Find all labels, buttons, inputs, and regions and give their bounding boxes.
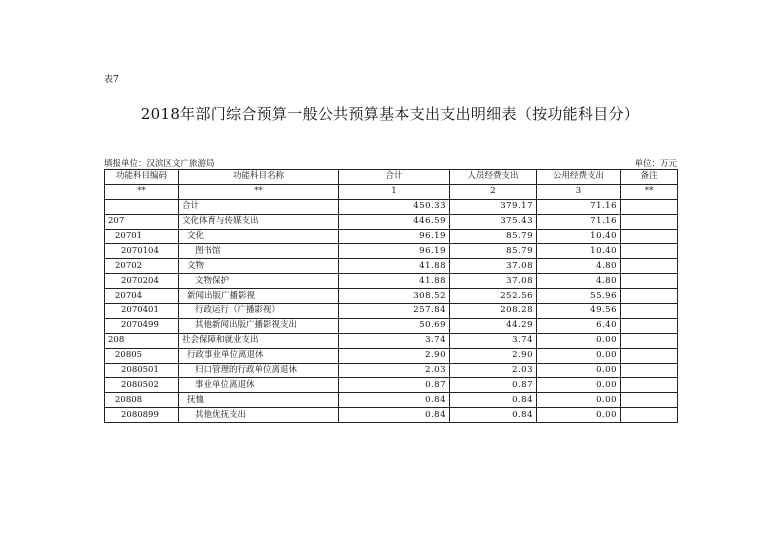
row-total-cell: 308.52 xyxy=(339,289,450,304)
row-total-cell: 2.90 xyxy=(339,348,450,363)
row-personnel-cell: 2.90 xyxy=(450,348,537,363)
row-personnel-cell: 2.03 xyxy=(450,363,537,378)
row-total-cell: 3.74 xyxy=(339,333,450,348)
row-note-cell xyxy=(621,304,678,319)
row-public-cell: 4.80 xyxy=(537,274,621,289)
row-name-cell: 行政事业单位离退休 xyxy=(179,348,339,363)
table-body xyxy=(105,199,678,422)
row-total-cell: 96.19 xyxy=(339,229,450,244)
row-total-cell: 446.59 xyxy=(339,214,450,229)
index-cell-note: ** xyxy=(621,184,678,199)
row-total-cell: 450.33 xyxy=(339,199,450,214)
row-personnel-cell: 379.17 xyxy=(450,199,537,214)
row-public-cell: 0.00 xyxy=(537,333,621,348)
row-code-cell: 2080899 xyxy=(105,408,179,423)
index-cell-total: 1 xyxy=(339,184,450,199)
row-code-cell: 2080502 xyxy=(105,378,179,393)
row-note-cell xyxy=(621,393,678,408)
row-note-cell xyxy=(621,333,678,348)
index-cell-name: ** xyxy=(179,184,339,199)
table-row xyxy=(105,229,678,244)
row-code-cell: 20704 xyxy=(105,289,179,304)
row-personnel-cell: 252.56 xyxy=(450,289,537,304)
filing-unit: 填报单位：汉滨区文广旅游局 xyxy=(104,159,215,169)
col-header-total: 合计 xyxy=(339,170,450,185)
col-header-code: 功能科目编码 xyxy=(105,170,179,185)
row-personnel-cell: 3.74 xyxy=(450,333,537,348)
row-name-cell: 事业单位离退休 xyxy=(179,378,339,393)
col-header-name: 功能科目名称 xyxy=(179,170,339,185)
row-name-cell: 其他新闻出版广播影视支出 xyxy=(179,318,339,333)
row-public-cell: 0.00 xyxy=(537,348,621,363)
row-note-cell xyxy=(621,274,678,289)
row-note-cell xyxy=(621,289,678,304)
table-row xyxy=(105,318,678,333)
index-cell-code: ** xyxy=(105,184,179,199)
table-row xyxy=(105,259,678,274)
table-index-row xyxy=(105,184,678,199)
row-code-cell: 208 xyxy=(105,333,179,348)
row-note-cell xyxy=(621,214,678,229)
row-public-cell: 71.16 xyxy=(537,199,621,214)
row-name-cell: 文物保护 xyxy=(179,274,339,289)
row-personnel-cell: 0.84 xyxy=(450,408,537,423)
row-total-cell: 257.84 xyxy=(339,304,450,319)
table-row xyxy=(105,378,678,393)
row-note-cell xyxy=(621,259,678,274)
row-name-cell: 其他优抚支出 xyxy=(179,408,339,423)
row-name-cell: 文化体育与传媒支出 xyxy=(179,214,339,229)
row-code-cell: 2080501 xyxy=(105,363,179,378)
row-code-cell: 2070499 xyxy=(105,318,179,333)
row-name-cell: 行政运行（广播影视） xyxy=(179,304,339,319)
row-personnel-cell: 208.28 xyxy=(450,304,537,319)
row-code-cell: 20701 xyxy=(105,229,179,244)
row-personnel-cell: 44.29 xyxy=(450,318,537,333)
row-total-cell: 2.03 xyxy=(339,363,450,378)
row-code-cell: 2070204 xyxy=(105,274,179,289)
row-name-cell: 社会保障和就业支出 xyxy=(179,333,339,348)
table-header-row xyxy=(105,170,678,185)
row-public-cell: 0.00 xyxy=(537,363,621,378)
row-public-cell: 10.40 xyxy=(537,229,621,244)
row-public-cell: 71.16 xyxy=(537,214,621,229)
row-total-cell: 0.84 xyxy=(339,408,450,423)
row-code-cell: 20808 xyxy=(105,393,179,408)
table-row xyxy=(105,214,678,229)
row-note-cell xyxy=(621,378,678,393)
row-name-cell: 文化 xyxy=(179,229,339,244)
row-name-cell: 图书馆 xyxy=(179,244,339,259)
table-row xyxy=(105,393,678,408)
row-personnel-cell: 375.43 xyxy=(450,214,537,229)
row-code-cell xyxy=(105,199,179,214)
table-row xyxy=(105,244,678,259)
table-row xyxy=(105,363,678,378)
row-personnel-cell: 85.79 xyxy=(450,244,537,259)
page-title: 2018年部门综合预算一般公共预算基本支出支出明细表（按功能科目分） xyxy=(140,105,640,123)
row-note-cell xyxy=(621,363,678,378)
row-total-cell: 0.84 xyxy=(339,393,450,408)
unit-label: 单位：万元 xyxy=(634,159,677,169)
row-total-cell: 50.69 xyxy=(339,318,450,333)
row-note-cell xyxy=(621,199,678,214)
row-public-cell: 4.80 xyxy=(537,259,621,274)
row-name-cell: 合计 xyxy=(179,199,339,214)
row-public-cell: 49.56 xyxy=(537,304,621,319)
col-header-personnel: 人员经费支出 xyxy=(450,170,537,185)
row-note-cell xyxy=(621,229,678,244)
row-note-cell xyxy=(621,244,678,259)
sheet-label: 表7 xyxy=(104,75,119,85)
row-code-cell: 20805 xyxy=(105,348,179,363)
row-code-cell: 2070104 xyxy=(105,244,179,259)
row-code-cell: 207 xyxy=(105,214,179,229)
table-row xyxy=(105,304,678,319)
index-cell-public: 3 xyxy=(537,184,621,199)
table-row xyxy=(105,274,678,289)
expenditure-table xyxy=(104,169,678,423)
row-public-cell: 0.00 xyxy=(537,393,621,408)
col-header-public: 公用经费支出 xyxy=(537,170,621,185)
row-personnel-cell: 0.87 xyxy=(450,378,537,393)
row-public-cell: 10.40 xyxy=(537,244,621,259)
table-row xyxy=(105,199,678,214)
row-note-cell xyxy=(621,348,678,363)
row-personnel-cell: 37.08 xyxy=(450,259,537,274)
table-row xyxy=(105,333,678,348)
row-note-cell xyxy=(621,318,678,333)
index-cell-personnel: 2 xyxy=(450,184,537,199)
row-name-cell: 文物 xyxy=(179,259,339,274)
row-total-cell: 0.87 xyxy=(339,378,450,393)
row-code-cell: 20702 xyxy=(105,259,179,274)
row-total-cell: 96.19 xyxy=(339,244,450,259)
row-personnel-cell: 37.08 xyxy=(450,274,537,289)
row-public-cell: 55.96 xyxy=(537,289,621,304)
row-name-cell: 抚恤 xyxy=(179,393,339,408)
col-header-note: 备注 xyxy=(621,170,678,185)
row-personnel-cell: 85.79 xyxy=(450,229,537,244)
table-row xyxy=(105,408,678,423)
row-note-cell xyxy=(621,408,678,423)
row-public-cell: 0.00 xyxy=(537,408,621,423)
table-row xyxy=(105,289,678,304)
row-name-cell: 新闻出版广播影视 xyxy=(179,289,339,304)
row-code-cell: 2070401 xyxy=(105,304,179,319)
table-row xyxy=(105,348,678,363)
row-public-cell: 6.40 xyxy=(537,318,621,333)
row-public-cell: 0.00 xyxy=(537,378,621,393)
row-personnel-cell: 0.84 xyxy=(450,393,537,408)
row-total-cell: 41.88 xyxy=(339,274,450,289)
row-total-cell: 41.88 xyxy=(339,259,450,274)
row-name-cell: 归口管理的行政单位离退休 xyxy=(179,363,339,378)
